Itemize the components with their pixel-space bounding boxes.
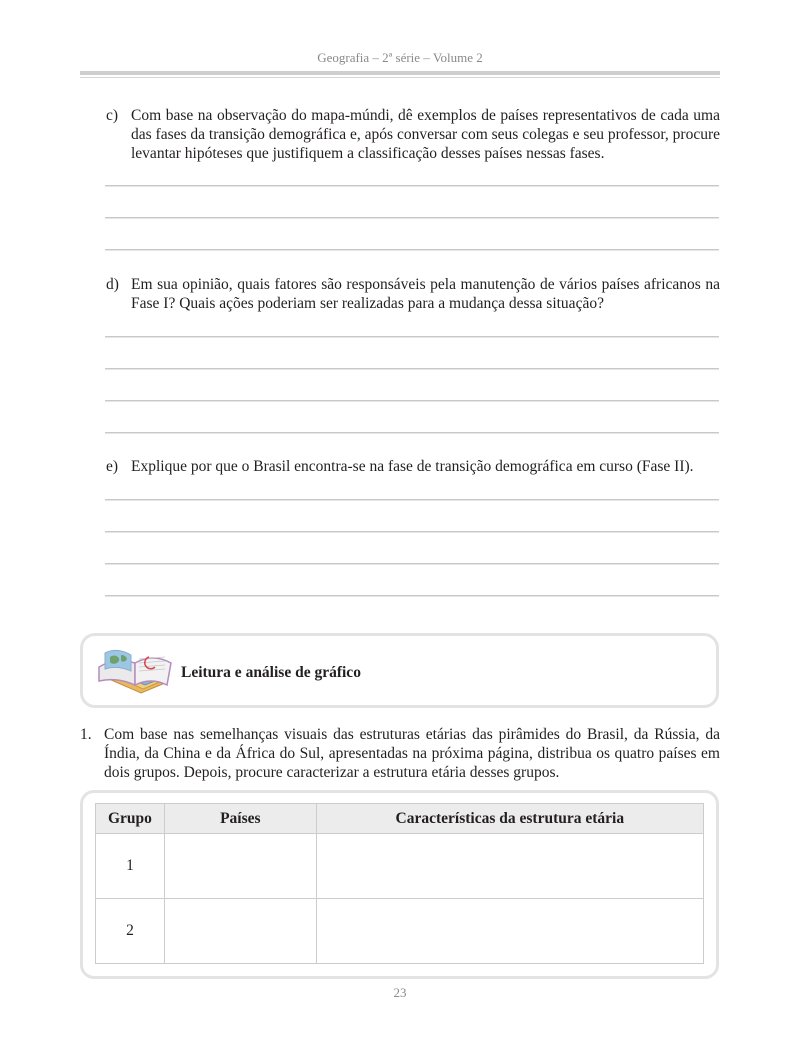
answer-line[interactable] (105, 432, 719, 434)
question-text: Com base na observação do mapa-múndi, dê exemplos de países representativos de cada uma das fases da transição demográfica e, após conversar com seus colegas e seu professor, procure levantar hipóteses que justifiquem a classificação desses países nessas fases. (131, 107, 720, 162)
question-letter: d) (106, 276, 119, 293)
cell-paises[interactable] (164, 834, 316, 899)
table-header-row (96, 804, 704, 834)
cell-caracteristicas[interactable] (316, 834, 703, 899)
cell-grupo: 1 (96, 834, 165, 899)
question-text: Explique por que o Brasil encontra-se na fase de transição demográfica em curso (Fase II). (131, 458, 694, 475)
header-rule-thick (80, 71, 720, 75)
header-grupo: Grupo (96, 804, 165, 834)
answer-line[interactable] (105, 185, 719, 187)
cell-paises[interactable] (164, 899, 316, 964)
question-c (106, 106, 720, 163)
table-row (96, 834, 704, 899)
cell-caracteristicas[interactable] (316, 899, 703, 964)
table-row (96, 899, 704, 964)
cell-grupo: 2 (96, 899, 165, 964)
answer-line[interactable] (105, 249, 719, 251)
section-title: Leitura e análise de gráfico (181, 664, 361, 681)
question-letter: e) (106, 458, 119, 475)
running-title: Geografia – 2ª série – Volume 2 (317, 50, 483, 65)
page-number: 23 (393, 985, 407, 1000)
answer-line[interactable] (105, 499, 719, 501)
answer-line[interactable] (105, 368, 719, 370)
header-paises: Países (164, 804, 316, 834)
header-rule-thin (80, 77, 720, 78)
open-book-icon (95, 645, 175, 697)
exercise-text: Com base nas semelhanças visuais das estruturas etárias das pirâmides do Brasil, da Rússia, da Índia, da China e da África do Sul, apresentadas na próxima página, distribua os quatro países em dois grupos. Depois, procure caracterizar a estrutura etária desses grupos. (104, 726, 720, 781)
answer-line[interactable] (105, 336, 719, 338)
question-d (106, 275, 720, 313)
answer-line[interactable] (105, 563, 719, 565)
exercise-1 (80, 725, 720, 782)
answer-line[interactable] (105, 531, 719, 533)
answer-line[interactable] (105, 400, 719, 402)
question-e (106, 457, 720, 476)
question-letter: c) (106, 107, 119, 124)
question-text: Em sua opinião, quais fatores são responsáveis pela manutenção de vários países africanos na Fase I? Quais ações poderiam ser realizadas para a mudança dessa situação? (131, 276, 720, 312)
answer-line[interactable] (105, 217, 719, 219)
answer-line[interactable] (105, 595, 719, 597)
section-banner (80, 633, 719, 708)
exercise-number: 1. (80, 726, 92, 743)
header-caracteristicas: Características da estrutura etária (316, 804, 703, 834)
answer-table (95, 803, 704, 964)
